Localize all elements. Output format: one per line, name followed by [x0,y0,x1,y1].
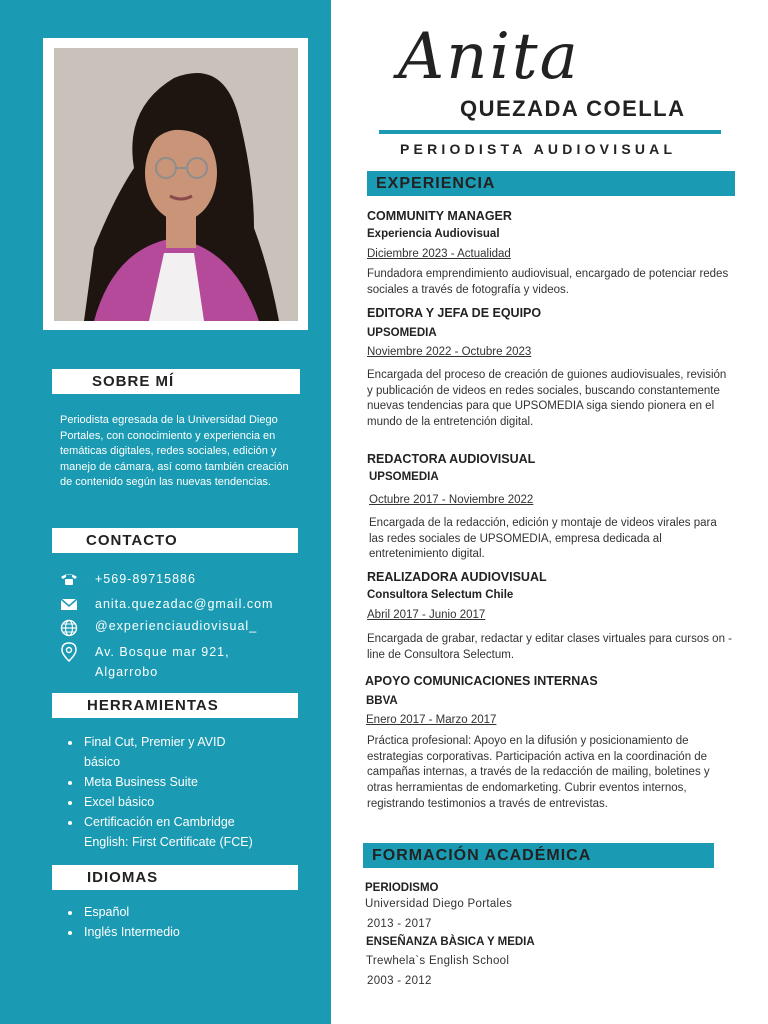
contact-web[interactable] [60,619,257,635]
job-org: Consultora Selectum Chile [367,589,514,601]
job-date: Abril 2017 - Junio 2017 [367,609,486,621]
job-org: UPSOMEDIA [369,471,439,483]
list-item: básico [84,755,121,769]
contact-address-line1: Av. Bosque mar 921, [95,645,230,659]
profile-photo [54,48,298,321]
job-title: REALIZADORA AUDIOVISUAL [367,570,547,584]
list-item: • Español [82,902,180,922]
job-date: Enero 2017 - Marzo 2017 [366,714,497,726]
contact-phone-text: +569-89715886 [95,572,196,586]
about-text: Periodista egresada de la Universidad Diego Portales, con conocimiento y experiencia en temáticas digitales, redes sociales, edición y manejo de cámara, así como también creación de contenido según las nuevas tendencias. [60,414,289,488]
job-title: COMMUNITY MANAGER [367,209,512,223]
job-desc: Encargada de la redacción, edición y montaje de videos virales para las redes sociales de UPSOMEDIA, empresa dedicada al entretenimiento digital. [369,517,717,561]
contact-address [60,642,230,682]
list-item: • Meta Business Suite [82,772,253,792]
first-name-script: Anita [398,20,580,94]
location-pin-icon [60,642,78,658]
last-name: QUEZADA COELLA [460,96,686,121]
title-underline [379,130,721,134]
list-item: • Inglés Intermedio [82,922,180,942]
job-desc: Encargada de grabar, redactar y editar clases virtuales para cursos on - line de Consultora Selectum. [367,633,732,661]
tools-heading: HERRAMIENTAS [52,693,298,718]
contact-email-text: anita.quezadac@gmail.com [95,597,274,611]
job-title: EDITORA Y JEFA DE EQUIPO [367,306,542,320]
job-title: REDACTORA AUDIOVISUAL [367,452,536,466]
education-heading: FORMACIÓN ACADÉMICA [363,843,714,868]
job-title: APOYO COMUNICACIONES INTERNAS [365,674,598,688]
mail-icon [60,597,78,613]
contact-heading: CONTACTO [52,528,298,553]
list-item: • Excel básico [82,792,253,812]
education-title: PERIODISMO [365,882,439,894]
job-org: UPSOMEDIA [367,327,437,339]
list-item: • Final Cut, Premier y AVID [82,732,253,752]
job-org: Experiencia Audiovisual [367,228,500,240]
profile-photo-illustration [54,48,298,321]
contact-phone[interactable] [60,572,196,588]
education-school: Trewhela`s English School [366,955,510,967]
contact-email[interactable] [60,597,273,613]
job-date: Octubre 2017 - Noviembre 2022 [369,494,534,506]
contact-web-text: @experienciaudiovisual_ [95,619,258,633]
job-desc: Fundadora emprendimiento audiovisual, encargado de potenciar redes sociales a través de fotografía y videos. [367,268,729,296]
education-school: Universidad Diego Portales [365,898,513,910]
phone-icon [60,572,78,588]
list-item: English: First Certificate (FCE) [84,835,253,849]
job-org: BBVA [366,695,398,707]
job-role: PERIODISTA AUDIOVISUAL [400,141,677,157]
job-desc: Encargada del proceso de creación de guiones audiovisuales, revisión y publicación de videos en redes sociales, buscando constantemente nuevas tendencias para que UPSOMEDIA siga siendo pionera en el mundo de la entretención digital. [367,369,727,429]
education-years: 2013 - 2017 [367,918,432,930]
job-date: Diciembre 2023 - Actualidad [367,248,511,260]
languages-list [64,902,180,942]
education-title: ENSEÑANZA BÀSICA Y MEDIA [366,936,535,948]
about-heading: SOBRE MÍ [52,369,300,394]
contact-address-line2: Algarrobo [95,665,159,679]
job-desc: Práctica profesional: Apoyo en la difusión y posicionamiento de estrategias corporativas. Participación activa en la coordinación de campañas internas, a través de la redacción de mailing, boletines y otras herramientas de endomarketing. Cubrir eventos internos, registrando testimonios a través de entrevistas. [367,735,710,810]
experience-heading: EXPERIENCIA [367,171,735,196]
languages-heading: IDIOMAS [52,865,298,890]
education-years: 2003 - 2012 [367,975,432,987]
job-date: Noviembre 2022 - Octubre 2023 [367,346,532,358]
tools-list [64,732,253,852]
list-item: • Certificación en Cambridge [82,812,253,832]
globe-icon [60,619,78,635]
